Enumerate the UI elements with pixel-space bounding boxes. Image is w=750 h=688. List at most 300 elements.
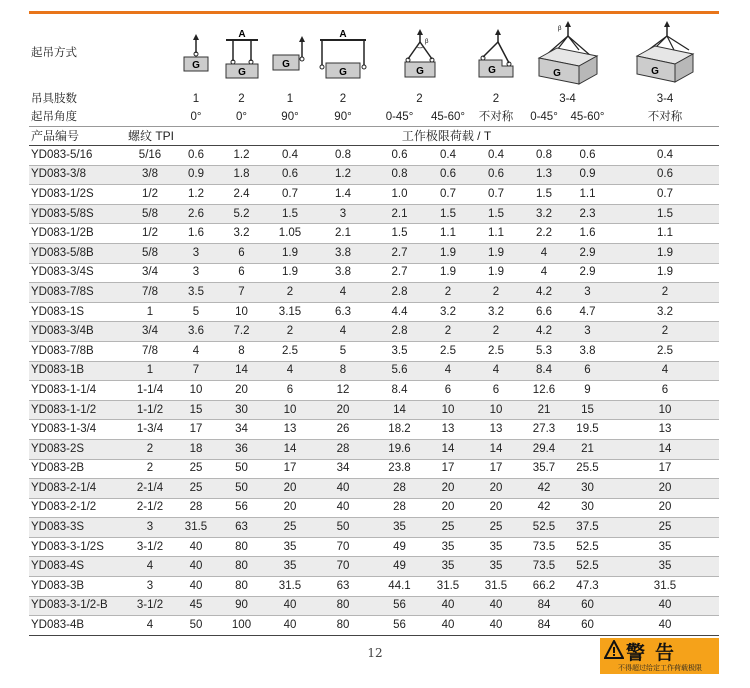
product-code-cell: YD083-3/8 <box>29 165 126 185</box>
thread-cell: 7/8 <box>126 283 174 303</box>
load-value-cell: 50 <box>218 459 265 479</box>
load-value-cell: 20 <box>611 479 719 499</box>
load-value-cell: 1.9 <box>611 263 719 283</box>
load-value-cell: 40 <box>468 596 524 616</box>
load-value-cell: 2 <box>611 322 719 342</box>
load-value-cell: 3 <box>174 243 218 263</box>
load-value-cell: 80 <box>218 537 265 557</box>
load-value-cell: 8.4 <box>371 381 428 401</box>
load-value-cell: 49 <box>371 537 428 557</box>
load-value-cell: 60 <box>564 616 611 636</box>
load-value-cell: 25 <box>611 518 719 538</box>
load-value-cell: 13 <box>428 420 468 440</box>
load-value-cell: 66.2 <box>524 577 564 597</box>
load-value-cell: 17 <box>611 459 719 479</box>
load-value-cell: 4 <box>468 361 524 381</box>
table-row <box>29 361 719 381</box>
load-value-cell: 2 <box>265 322 315 342</box>
load-value-cell: 0.7 <box>468 185 524 205</box>
load-value-cell: 35 <box>468 537 524 557</box>
thread-cell: 3 <box>126 518 174 538</box>
product-code-cell: YD083-3B <box>29 577 126 597</box>
table-row <box>29 616 719 636</box>
load-value-cell: 40 <box>315 479 371 499</box>
thread-cell: 2 <box>126 459 174 479</box>
load-value-cell: 1.9 <box>428 243 468 263</box>
load-value-cell: 20 <box>315 400 371 420</box>
load-value-cell: 50 <box>218 479 265 499</box>
load-value-cell: 20 <box>611 498 719 518</box>
thread-cell: 1/2 <box>126 224 174 244</box>
thread-cell: 1 <box>126 361 174 381</box>
svg-text:G: G <box>339 67 347 78</box>
load-value-cell: 19.5 <box>564 420 611 440</box>
load-value-cell: 1.9 <box>468 263 524 283</box>
load-value-cell: 50 <box>315 518 371 538</box>
product-code-cell: YD083-4S <box>29 557 126 577</box>
load-value-cell: 84 <box>524 596 564 616</box>
load-value-cell: 56 <box>218 498 265 518</box>
table-row <box>29 204 719 224</box>
load-value-cell: 20 <box>428 498 468 518</box>
load-value-cell: 0.4 <box>611 146 719 166</box>
warning-badge <box>600 638 719 674</box>
load-value-cell: 8 <box>218 341 265 361</box>
page-number: 12 <box>367 646 383 660</box>
load-value-cell: 2 <box>468 322 524 342</box>
load-value-cell: 4 <box>174 341 218 361</box>
four-leg-asymmetric-box-icon <box>611 16 719 90</box>
product-code-cell: YD083-2S <box>29 439 126 459</box>
load-value-cell: 20 <box>468 479 524 499</box>
load-value-cell: 25 <box>174 479 218 499</box>
load-value-cell: 2.5 <box>428 341 468 361</box>
load-value-cell: 15 <box>564 400 611 420</box>
load-value-cell: 3.2 <box>524 204 564 224</box>
load-value-cell: 14 <box>428 439 468 459</box>
load-value-cell: 2 <box>611 283 719 303</box>
load-value-cell: 23.8 <box>371 459 428 479</box>
legs-cell: 3-4 <box>656 92 674 105</box>
table-row <box>29 263 719 283</box>
load-value-cell: 40 <box>315 498 371 518</box>
product-code-header: 产品编号 <box>29 127 126 146</box>
load-value-cell: 56 <box>371 616 428 636</box>
load-value-cell: 6 <box>265 381 315 401</box>
thread-cell: 4 <box>126 557 174 577</box>
top-accent-bar <box>29 11 719 14</box>
product-code-cell: YD083-5/16 <box>29 146 126 166</box>
product-code-cell: YD083-1-1/4 <box>29 381 126 401</box>
load-value-cell: 4 <box>611 361 719 381</box>
thread-cell: 1 <box>126 302 174 322</box>
load-value-cell: 40 <box>611 616 719 636</box>
load-value-cell: 1.5 <box>265 204 315 224</box>
load-value-cell: 44.1 <box>371 577 428 597</box>
load-value-cell: 1.2 <box>315 165 371 185</box>
load-value-cell: 34 <box>218 420 265 440</box>
product-code-cell: YD083-2-1/2 <box>29 498 126 518</box>
load-value-cell: 2.8 <box>371 322 428 342</box>
load-value-cell: 90 <box>218 596 265 616</box>
legs-cell: 1 <box>192 92 200 105</box>
load-value-cell: 0.6 <box>371 146 428 166</box>
thread-cell: 4 <box>126 616 174 636</box>
thread-cell: 2 <box>126 439 174 459</box>
load-value-cell: 3 <box>174 263 218 283</box>
load-value-cell: 6 <box>468 381 524 401</box>
load-value-cell: 1.9 <box>265 263 315 283</box>
load-value-cell: 3.5 <box>371 341 428 361</box>
load-value-cell: 10 <box>468 400 524 420</box>
load-value-cell: 5.2 <box>218 204 265 224</box>
load-value-cell: 35 <box>428 537 468 557</box>
load-value-cell: 2.9 <box>564 263 611 283</box>
thread-cell: 3-1/2 <box>126 596 174 616</box>
load-value-cell: 7 <box>174 361 218 381</box>
load-value-cell: 35 <box>468 557 524 577</box>
load-value-cell: 80 <box>218 577 265 597</box>
table-row <box>29 459 719 479</box>
load-value-cell: 0.7 <box>611 185 719 205</box>
load-value-cell: 4.2 <box>524 283 564 303</box>
load-value-cell: 4 <box>524 243 564 263</box>
load-value-cell: 3.2 <box>428 302 468 322</box>
load-value-cell: 28 <box>371 479 428 499</box>
load-value-cell: 40 <box>428 596 468 616</box>
legs-label: 吊具肢数 <box>31 92 77 105</box>
load-value-cell: 73.5 <box>524 537 564 557</box>
load-value-cell: 0.8 <box>315 146 371 166</box>
load-value-cell: 1.5 <box>371 224 428 244</box>
product-code-cell: YD083-2B <box>29 459 126 479</box>
thread-cell: 3-1/2 <box>126 537 174 557</box>
load-value-cell: 6 <box>564 361 611 381</box>
product-code-cell: YD083-3-1/2-B <box>29 596 126 616</box>
load-value-cell: 28 <box>371 498 428 518</box>
load-value-cell: 17 <box>265 459 315 479</box>
load-value-cell: 10 <box>265 400 315 420</box>
load-value-cell: 52.5 <box>524 518 564 538</box>
svg-text:G: G <box>415 66 424 77</box>
angle-label: 起吊角度 <box>29 108 174 127</box>
load-value-cell: 21 <box>564 439 611 459</box>
load-value-cell: 14 <box>265 439 315 459</box>
svg-text:G: G <box>488 65 496 76</box>
load-value-cell: 3.8 <box>564 341 611 361</box>
angle-cell: 90° <box>265 108 315 127</box>
load-value-cell: 0.4 <box>265 146 315 166</box>
two-leg-asymmetric-icon <box>468 16 524 90</box>
load-value-cell: 28 <box>174 498 218 518</box>
thread-cell: 2-1/2 <box>126 498 174 518</box>
load-value-cell: 2.6 <box>174 204 218 224</box>
table-row <box>29 498 719 518</box>
load-value-cell: 37.5 <box>564 518 611 538</box>
load-value-cell: 0.8 <box>371 165 428 185</box>
angle-cell: 45-60° <box>564 108 611 127</box>
svg-text:G: G <box>552 68 561 79</box>
load-value-cell: 2.2 <box>524 224 564 244</box>
load-value-cell: 10 <box>428 400 468 420</box>
table-row <box>29 439 719 459</box>
svg-text:β: β <box>424 39 428 45</box>
load-value-cell: 1.1 <box>564 185 611 205</box>
load-value-cell: 31.5 <box>468 577 524 597</box>
load-value-cell: 1.9 <box>428 263 468 283</box>
svg-text:G: G <box>192 60 200 71</box>
single-leg-vertical-icon <box>174 16 218 90</box>
load-value-cell: 30 <box>218 400 265 420</box>
table-row <box>29 557 719 577</box>
product-code-cell: YD083-1/2S <box>29 185 126 205</box>
angle-cell: 45-60° <box>428 108 468 127</box>
load-value-cell: 5 <box>174 302 218 322</box>
load-value-cell: 47.3 <box>564 577 611 597</box>
legs-cell: 2 <box>339 92 347 105</box>
table-row <box>29 400 719 420</box>
load-value-cell: 1.8 <box>218 165 265 185</box>
product-code-cell: YD083-4B <box>29 616 126 636</box>
load-value-cell: 3.6 <box>174 322 218 342</box>
product-code-cell: YD083-7/8B <box>29 341 126 361</box>
load-value-cell: 4 <box>315 283 371 303</box>
load-value-cell: 29.4 <box>524 439 564 459</box>
load-value-cell: 25 <box>468 518 524 538</box>
load-value-cell: 1.9 <box>611 243 719 263</box>
load-value-cell: 1.1 <box>611 224 719 244</box>
load-value-cell: 35 <box>371 518 428 538</box>
load-value-cell: 2.7 <box>371 243 428 263</box>
load-value-cell: 0.4 <box>428 146 468 166</box>
load-value-cell: 13 <box>468 420 524 440</box>
svg-text:β: β <box>557 26 561 32</box>
load-value-cell: 4 <box>265 361 315 381</box>
load-value-cell: 80 <box>218 557 265 577</box>
load-value-cell: 5 <box>315 341 371 361</box>
product-code-cell: YD083-1/2B <box>29 224 126 244</box>
load-value-cell: 49 <box>371 557 428 577</box>
thread-cell: 1-1/2 <box>126 400 174 420</box>
load-value-cell: 0.4 <box>468 146 524 166</box>
thread-cell: 2-1/4 <box>126 479 174 499</box>
load-value-cell: 40 <box>265 596 315 616</box>
load-value-cell: 40 <box>265 616 315 636</box>
table-row <box>29 596 719 616</box>
load-value-cell: 18 <box>174 439 218 459</box>
thread-cell: 3/4 <box>126 263 174 283</box>
load-value-cell: 1.4 <box>315 185 371 205</box>
table-row <box>29 341 719 361</box>
load-value-cell: 6 <box>218 263 265 283</box>
two-leg-angled-icon <box>371 16 468 90</box>
product-code-cell: YD083-3/4S <box>29 263 126 283</box>
legs-cell: 2 <box>416 92 423 105</box>
load-value-cell: 50 <box>174 616 218 636</box>
load-value-cell: 7 <box>218 283 265 303</box>
thread-header: 螺纹 TPI <box>126 127 174 146</box>
lifting-method-label: 起吊方式 <box>31 46 77 59</box>
load-value-cell: 5.3 <box>524 341 564 361</box>
svg-text:G: G <box>282 59 290 70</box>
single-leg-side-icon <box>265 16 315 90</box>
legs-cell: 1 <box>286 92 294 105</box>
load-value-cell: 4.7 <box>564 302 611 322</box>
product-code-cell: YD083-5/8S <box>29 204 126 224</box>
load-value-cell: 0.6 <box>174 146 218 166</box>
table-row <box>29 420 719 440</box>
two-leg-side-spreader-icon <box>315 16 371 90</box>
load-value-cell: 1.1 <box>428 224 468 244</box>
load-value-cell: 52.5 <box>564 557 611 577</box>
load-table <box>29 16 719 636</box>
load-value-cell: 0.6 <box>468 165 524 185</box>
load-value-cell: 6 <box>218 243 265 263</box>
product-code-cell: YD083-3S <box>29 518 126 538</box>
load-value-cell: 2 <box>468 283 524 303</box>
load-value-cell: 3.2 <box>218 224 265 244</box>
load-value-cell: 1.9 <box>265 243 315 263</box>
table-row <box>29 302 719 322</box>
load-value-cell: 80 <box>315 596 371 616</box>
load-value-cell: 20 <box>468 498 524 518</box>
load-value-cell: 35 <box>265 537 315 557</box>
thread-cell: 5/16 <box>126 146 174 166</box>
load-value-cell: 31.5 <box>265 577 315 597</box>
load-value-cell: 15 <box>174 400 218 420</box>
product-code-cell: YD083-3/4B <box>29 322 126 342</box>
load-value-cell: 7.2 <box>218 322 265 342</box>
thread-cell: 1-3/4 <box>126 420 174 440</box>
svg-text:G: G <box>237 67 246 78</box>
load-value-cell: 25 <box>265 518 315 538</box>
angle-cell: 90° <box>315 108 371 127</box>
load-value-cell: 17 <box>428 459 468 479</box>
product-code-cell: YD083-1S <box>29 302 126 322</box>
load-value-cell: 10 <box>174 381 218 401</box>
angle-row <box>29 108 719 127</box>
load-value-cell: 13 <box>265 420 315 440</box>
angle-cell: 0-45° <box>371 108 428 127</box>
load-value-cell: 1.5 <box>428 204 468 224</box>
load-value-cell: 20 <box>428 479 468 499</box>
load-value-cell: 3 <box>564 283 611 303</box>
load-value-cell: 3 <box>315 204 371 224</box>
lifting-method-row <box>29 16 719 90</box>
thread-cell: 3 <box>126 577 174 597</box>
legs-row <box>29 90 719 108</box>
load-value-cell: 2.1 <box>315 224 371 244</box>
load-value-cell: 40 <box>174 577 218 597</box>
load-value-cell: 35 <box>611 537 719 557</box>
thread-cell: 5/8 <box>126 204 174 224</box>
svg-text:G: G <box>651 66 659 77</box>
load-value-cell: 2 <box>428 283 468 303</box>
load-value-cell: 36 <box>218 439 265 459</box>
load-value-cell: 13 <box>611 420 719 440</box>
load-value-cell: 1.2 <box>174 185 218 205</box>
two-leg-spreader-icon <box>218 16 265 90</box>
table-row <box>29 577 719 597</box>
product-code-cell: YD083-2-1/4 <box>29 479 126 499</box>
load-value-cell: 63 <box>315 577 371 597</box>
load-value-cell: 2.3 <box>564 204 611 224</box>
product-code-cell: YD083-1-1/2 <box>29 400 126 420</box>
load-value-cell: 17 <box>174 420 218 440</box>
load-value-cell: 3.8 <box>315 243 371 263</box>
load-value-cell: 8.4 <box>524 361 564 381</box>
load-value-cell: 26 <box>315 420 371 440</box>
load-value-cell: 28 <box>315 439 371 459</box>
load-value-cell: 1.1 <box>468 224 524 244</box>
load-value-cell: 17 <box>468 459 524 479</box>
load-value-cell: 25 <box>428 518 468 538</box>
load-value-cell: 63 <box>218 518 265 538</box>
load-value-cell: 1.2 <box>218 146 265 166</box>
thread-cell: 7/8 <box>126 341 174 361</box>
load-value-cell: 35 <box>265 557 315 577</box>
load-value-cell: 6 <box>428 381 468 401</box>
svg-text:A: A <box>237 29 246 40</box>
angle-cell: 不对称 <box>611 108 719 127</box>
table-row <box>29 381 719 401</box>
load-value-cell: 1.5 <box>611 204 719 224</box>
load-value-cell: 80 <box>315 616 371 636</box>
load-value-cell: 0.9 <box>174 165 218 185</box>
load-value-cell: 35 <box>611 557 719 577</box>
load-value-cell: 9 <box>564 381 611 401</box>
load-value-cell: 0.6 <box>265 165 315 185</box>
table-row <box>29 165 719 185</box>
load-value-cell: 4 <box>524 263 564 283</box>
load-value-cell: 2.5 <box>265 341 315 361</box>
load-value-cell: 21 <box>524 400 564 420</box>
load-value-cell: 1.3 <box>524 165 564 185</box>
thread-cell: 1-1/4 <box>126 381 174 401</box>
load-value-cell: 0.8 <box>524 146 564 166</box>
thread-cell: 3/4 <box>126 322 174 342</box>
load-value-cell: 27.3 <box>524 420 564 440</box>
table-row <box>29 185 719 205</box>
load-value-cell: 10 <box>218 302 265 322</box>
load-value-cell: 0.6 <box>564 146 611 166</box>
load-value-cell: 6 <box>611 381 719 401</box>
load-value-cell: 1.05 <box>265 224 315 244</box>
load-value-cell: 4.2 <box>524 322 564 342</box>
load-value-cell: 14 <box>611 439 719 459</box>
load-value-cell: 60 <box>564 596 611 616</box>
four-leg-box-icon <box>524 16 611 90</box>
angle-cell: 0° <box>174 108 218 127</box>
load-value-cell: 25.5 <box>564 459 611 479</box>
warning-title: 警告 <box>626 642 685 664</box>
load-value-cell: 2.4 <box>218 185 265 205</box>
load-value-cell: 40 <box>174 537 218 557</box>
load-value-cell: 20 <box>265 498 315 518</box>
table-row <box>29 243 719 263</box>
load-value-cell: 10 <box>611 400 719 420</box>
load-value-cell: 6.6 <box>524 302 564 322</box>
load-value-cell: 4 <box>428 361 468 381</box>
wll-header: 工作极限荷载 / T <box>174 127 719 146</box>
load-value-cell: 0.7 <box>428 185 468 205</box>
load-value-cell: 3.8 <box>315 263 371 283</box>
load-value-cell: 3.15 <box>265 302 315 322</box>
load-value-cell: 2.5 <box>468 341 524 361</box>
load-value-cell: 0.6 <box>611 165 719 185</box>
load-value-cell: 3.2 <box>611 302 719 322</box>
legs-cell: 2 <box>492 92 500 105</box>
